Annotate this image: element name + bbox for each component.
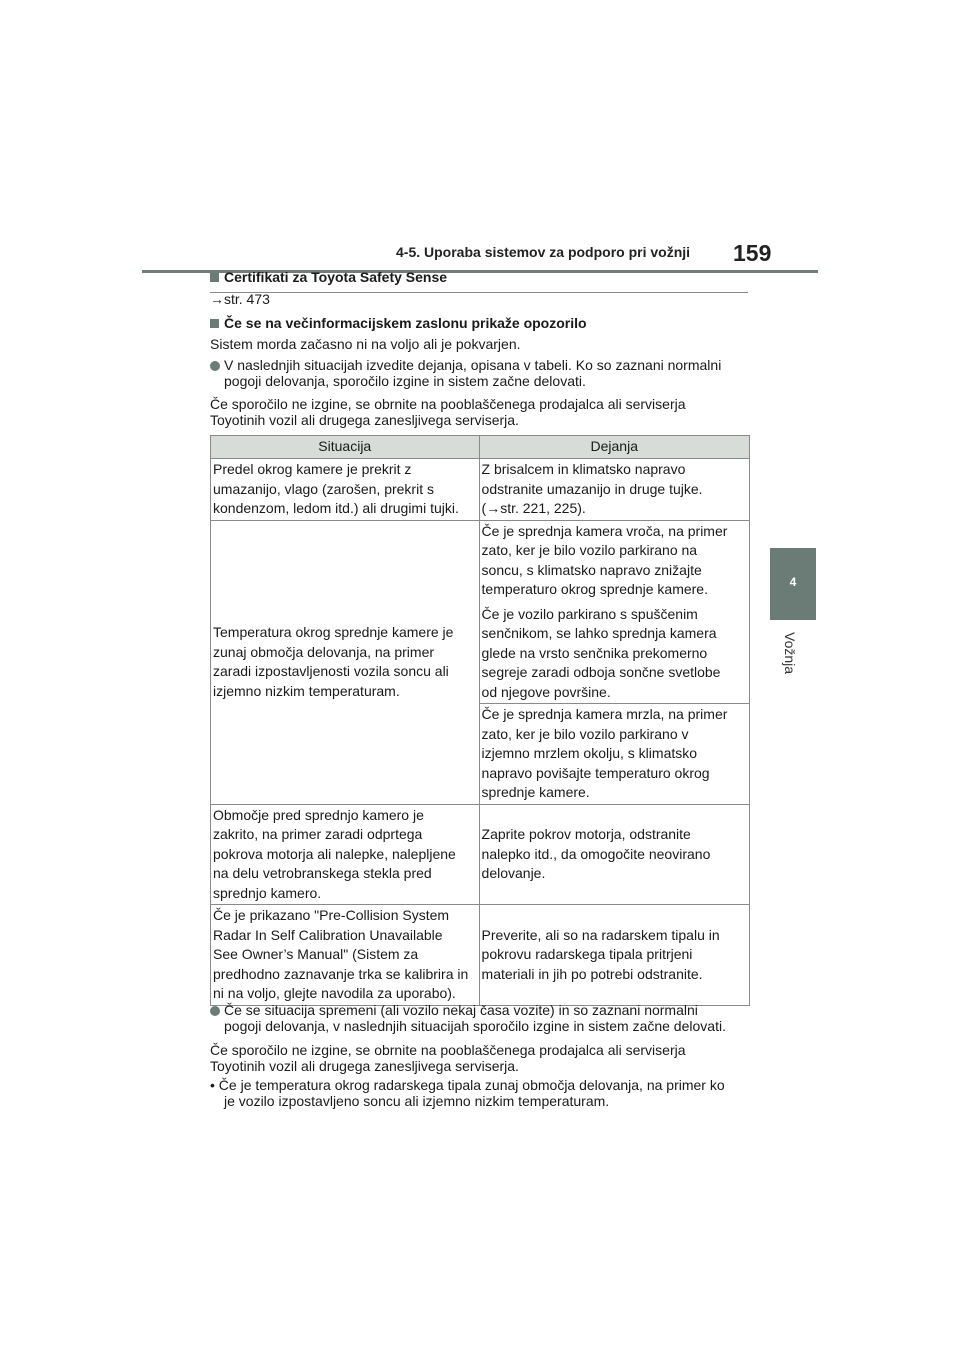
- situation-cell: Temperatura okrog sprednje kamere je zunaj območja delovanja, na primer zaradi izpostavljenosti vozila soncu ali izjemno nizkim temperaturam.: [211, 520, 480, 804]
- contact-paragraph: Če sporočilo ne izgine, se obrnite na pooblaščenega prodajalca ali serviserja Toyotinih vozil ali drugega zanesljivega serviserja.: [210, 1042, 686, 1074]
- table-row: [211, 520, 750, 704]
- situation-cell: Predel okrog kamere je prekrit z umazanijo, vlago (zarošen, prekrit s kondenzom, ledom itd.) ali drugimi tujki.: [211, 459, 480, 521]
- table-row: [211, 459, 750, 521]
- table-row: [211, 905, 750, 1006]
- page-number: 159: [733, 240, 772, 266]
- intro-text: Sistem morda začasno ni na voljo ali je pokvarjen.: [210, 336, 521, 352]
- table-header-row: [211, 436, 750, 459]
- column-header: Dejanja: [479, 436, 749, 459]
- action-paragraph: Če je sprednja kamera vroča, na primer zato, ker je bilo vozilo parkirano na soncu, s klimatsko napravo znižajte temperaturo okrog sprednje kamere.: [481, 522, 728, 597]
- chapter-label: Vožnja: [782, 632, 798, 675]
- action-cell: Če je sprednja kamera mrzla, na primer zato, ker je bilo vozilo parkirano v izjemno mrzlem okolju, s klimatsko napravo povišajte temperaturo okrog sprednje kamere.: [479, 704, 749, 805]
- round-bullet-icon: [210, 361, 220, 371]
- action-cell: [479, 520, 749, 704]
- page-reference: →str. 473: [210, 291, 270, 307]
- action-cell: Preverite, ali so na radarskem tipalu in pokrovu radarskega tipala pritrjeni materiali in jih po potrebi odstranite.: [479, 905, 749, 1006]
- situation-cell: Če je prikazano "Pre-Collision System Radar In Self Calibration Unavailable See Owner’s Manual" (Sistem za predhodno zaznavanje trka se kalibrira in ni na voljo, glejte navodila za uporabo).: [211, 905, 480, 1006]
- situation-table: [210, 435, 750, 1006]
- chapter-number: 4: [789, 575, 797, 589]
- square-bullet-icon: [210, 273, 219, 282]
- situation-cell: Območje pred sprednjo kamero je zakrito, na primer zaradi odprtega pokrova motorja ali nalepke, nalepljene na delu vetrobranskega stekla pred sprednjo kamero.: [211, 804, 480, 905]
- action-cell: Zaprite pokrov motorja, odstranite nalepko itd., da omogočite neovirano delovanje.: [479, 804, 749, 905]
- section-title: 4-5. Uporaba sistemov za podporo pri vožnji: [396, 244, 691, 260]
- contact-paragraph: Če sporočilo ne izgine, se obrnite na pooblaščenega prodajalca ali serviserja Toyotinih vozil ali drugega zanesljivega serviserja.: [210, 396, 686, 428]
- bullet-text: V naslednjih situacijah izvedite dejanja, opisana v tabeli. Ko so zaznani normalni pogoji delovanja, sporočilo izgine in sistem začne delovati.: [224, 357, 722, 389]
- action-paragraph: Če je vozilo parkirano s spuščenim senčnikom, se lahko sprednja kamera glede na vrsto senčnika prekomerno segreje zaradi odboja sončne svetlobe od njegove površine.: [481, 605, 721, 700]
- heading-warning: Če se na večinformacijskem zaslonu prikaže opozorilo: [210, 315, 750, 331]
- round-bullet-icon: [210, 1006, 220, 1016]
- column-header: Situacija: [211, 436, 480, 459]
- table-row: [211, 804, 750, 905]
- bullet-text: Če se situacija spremeni (ali vozilo nekaj časa vozite) in so zaznani normalni pogoji delovanja, v naslednjih situacijah sporočilo izgine in sistem začne delovati.: [224, 1002, 726, 1034]
- action-cell: Z brisalcem in klimatsko napravo odstranite umazanijo in druge tujke. (→str. 221, 225).: [479, 459, 749, 521]
- list-item: • Če je temperatura okrog radarskega tipala zunaj območja delovanja, na primer ko je vozilo izpostavljeno soncu ali izjemno nizkim temperaturam.: [210, 1077, 725, 1109]
- square-bullet-icon: [210, 319, 219, 328]
- heading-certificates: Certifikati za Toyota Safety Sense: [210, 269, 750, 285]
